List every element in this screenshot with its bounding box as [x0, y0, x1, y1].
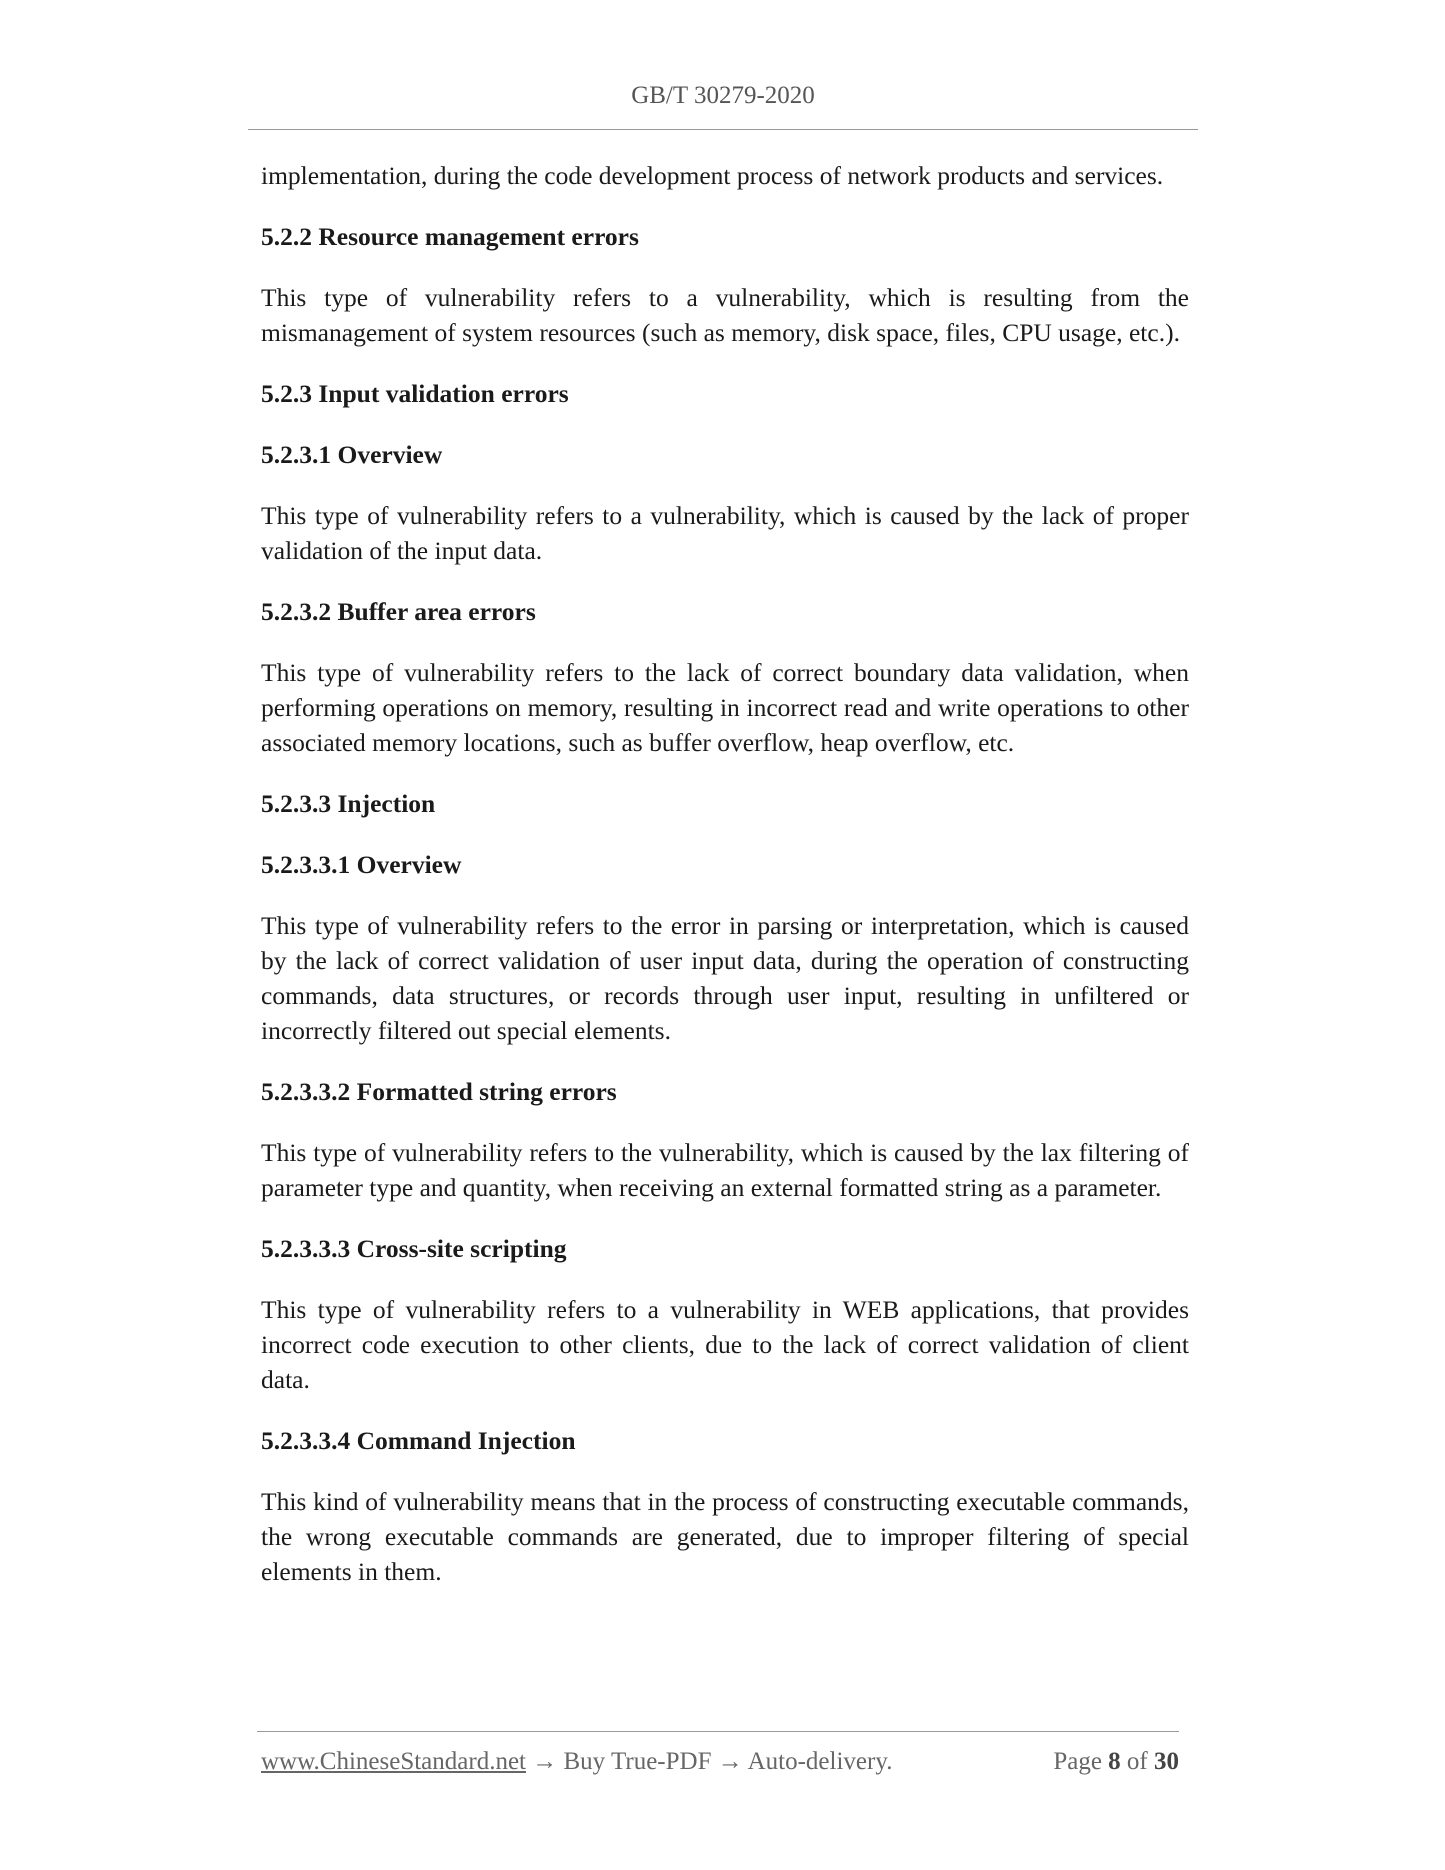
paragraph: implementation, during the code development process of network products and services.: [261, 161, 1164, 190]
total-pages: 30: [1154, 1748, 1179, 1775]
footer-promo: [261, 1748, 892, 1776]
paragraph: This kind of vulnerability means that in the process of constructing executable commands, the wrong executable commands are generated, due to improper filtering of special elements in them.: [261, 1487, 1189, 1586]
page-label: Page: [1053, 1748, 1102, 1775]
header-divider: [248, 129, 1198, 130]
page-number: [1053, 1748, 1179, 1776]
promo-text: → Buy True-PDF → Auto-delivery.: [526, 1748, 893, 1775]
paragraph: This type of vulnerability refers to the lack of correct boundary data validation, when performing operations on memory, resulting in incorrect read and write operations to other associated memory locations, such as buffer overflow, heap overflow, etc.: [261, 658, 1189, 757]
section-heading: 5.2.3.3.1 Overview: [261, 850, 462, 879]
paragraph: This type of vulnerability refers to a vulnerability in WEB applications, that provides incorrect code execution to other clients, due to the lack of correct validation of client data.: [261, 1295, 1189, 1394]
section-heading: 5.2.3.3.3 Cross-site scripting: [261, 1234, 567, 1263]
paragraph: This type of vulnerability refers to the error in parsing or interpretation, which is caused by the lack of correct validation of user input data, during the operation of constructing commands, data structures, or records through user input, resulting in unfiltered or incorrectly filtered out special elements.: [261, 911, 1189, 1045]
section-heading: 5.2.3.3.2 Formatted string errors: [261, 1077, 617, 1106]
section-heading: 5.2.3.3 Injection: [261, 789, 436, 818]
document-body: [261, 158, 1189, 1615]
section-heading: 5.2.3.3.4 Command Injection: [261, 1426, 576, 1455]
website-link[interactable]: www.ChineseStandard.net: [261, 1748, 526, 1775]
footer-divider: [257, 1731, 1179, 1732]
section-heading: 5.2.3.1 Overview: [261, 440, 443, 469]
section-heading: 5.2.2 Resource management errors: [261, 222, 639, 251]
page-footer: [261, 1748, 1179, 1776]
paragraph: This type of vulnerability refers to a vulnerability, which is resulting from the mismanagement of system resources (such as memory, disk space, files, CPU usage, etc.).: [261, 283, 1189, 347]
page-header: GB/T 30279-2020: [631, 82, 815, 109]
paragraph: This type of vulnerability refers to a vulnerability, which is caused by the lack of proper validation of the input data.: [261, 501, 1189, 565]
section-heading: 5.2.3 Input validation errors: [261, 379, 569, 408]
current-page: 8: [1108, 1748, 1121, 1775]
section-heading: 5.2.3.2 Buffer area errors: [261, 597, 536, 626]
paragraph: This type of vulnerability refers to the vulnerability, which is caused by the lax filtering of parameter type and quantity, when receiving an external formatted string as a parameter.: [261, 1138, 1189, 1202]
of-label: of: [1126, 1748, 1148, 1775]
